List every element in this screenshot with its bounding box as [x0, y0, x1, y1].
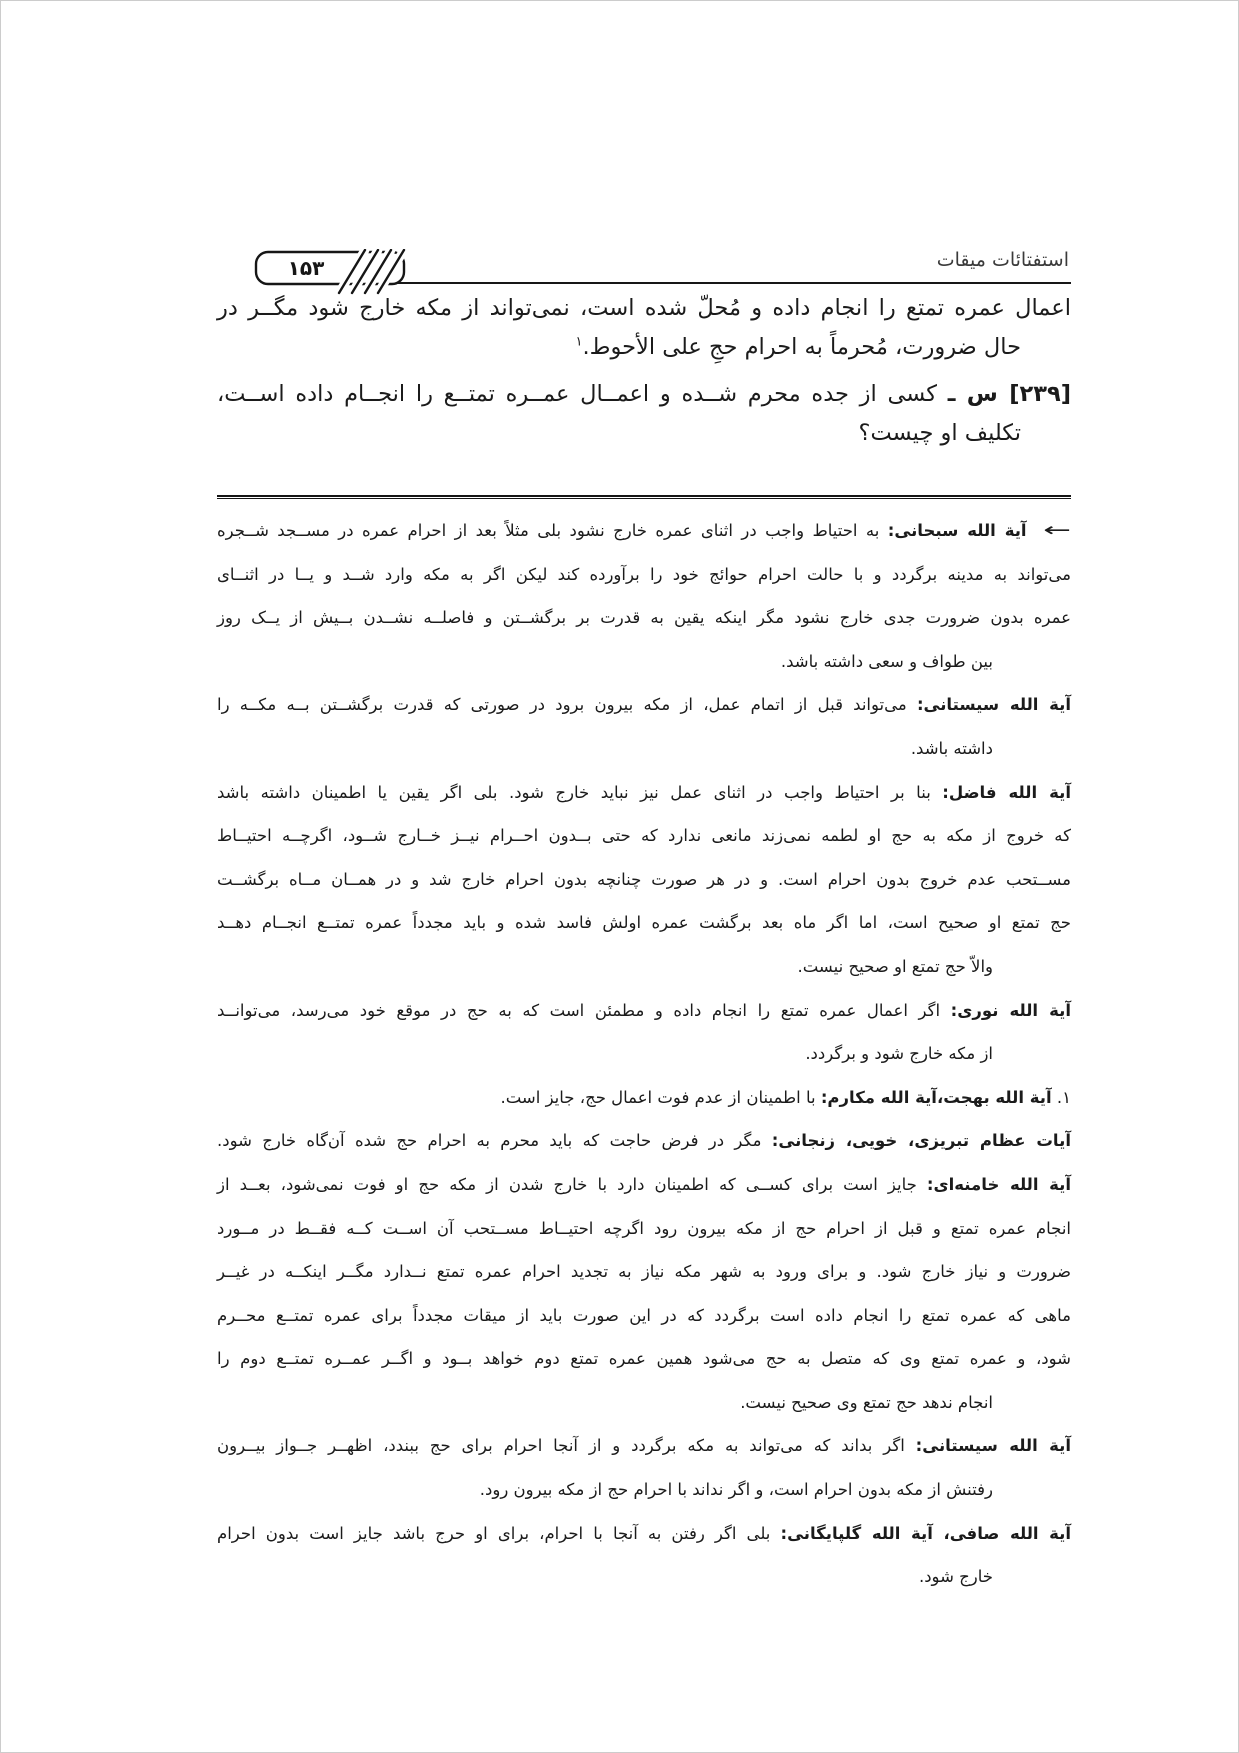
- question-line-2: تکلیف او چیست؟: [858, 420, 1021, 446]
- answer-line-1: اعمال عمره تمتع را انجام داده و مُحلّ شده است، نمی‌تواند از مکه خارج شود مگــر در: [217, 295, 1071, 321]
- question-text: کسی از جده محرم شــده و اعمــال عمــره تمتــع را انجــام داده اســت،: [217, 381, 937, 407]
- footnote-line: مســتحب عدم خروج بدون احرام است. و در هر صورت چنانچه بدون احرام خارج شد و در همــان مــاه برگشــت: [217, 869, 1071, 889]
- footnote-speaker: آیة الله فاضل:: [942, 782, 1071, 802]
- answer-line-2-text: حال ضرورت، مُحرماً به احرام حجِ علی الأحوط.: [582, 334, 1021, 360]
- footnote-line: خارج شود.: [918, 1567, 993, 1587]
- footnote-text: اگر اعمال عمره تمتع را انجام داده و مطمئن است که به حج در موقع خود می‌رسد، می‌توانــد: [217, 1000, 941, 1020]
- footnote-line: انجام ندهد حج تمتع وی صحیح نیست.: [740, 1392, 993, 1412]
- footnote-line: رفتنش از مکه بدون احرام است، و اگر نداند با احرام حج از مکه بیرون رود.: [479, 1480, 993, 1500]
- footnote-line: [217, 509, 1071, 553]
- footnote-reference: ۱: [575, 334, 583, 350]
- continuation-arrow-icon: ←: [1043, 519, 1072, 541]
- header-title: استفتائات میقات: [936, 249, 1069, 271]
- footnote-line: [217, 1163, 1071, 1207]
- footnote-speaker: آیات عظام تبریزی، خویی، زنجانی:: [771, 1131, 1071, 1151]
- footnote-line: [217, 1076, 1071, 1120]
- footnote-text: جایز است برای کســی که اطمینان دارد با خارج شدن از مکه حج او فوت نمی‌شود، بعــد از: [217, 1174, 917, 1194]
- footnote-line: [217, 1119, 1071, 1163]
- footnote-number: ۱.: [1056, 1087, 1071, 1107]
- footnote-line: می‌تواند به مدینه برگردد و با حالت احرام حوائج خود را برآورده کند لیکن اگر به مکه وارد شــد و یــا در اثنــای: [217, 564, 1071, 584]
- footnote-speaker: آیة الله سیستانی:: [916, 695, 1071, 715]
- footnote-line: والاّ حج تمتع او صحیح نیست.: [797, 956, 993, 976]
- footnote-line: انجام عمره تمتع و قبل از احرام حج از مکه بیرون رود اگرچه احتیــاط مســتحب آن اســت کــه فقــط در مــورد: [217, 1218, 1071, 1238]
- footnote-text: بنا بر احتیاط واجب در اثنای عمل نیز نباید خارج شود. بلی اگر یقین یا اطمینان داشته باشد: [217, 782, 931, 802]
- footnote-text: بلی اگر رفتن به آنجا با احرام، برای او حرج باشد جایز است بدون احرام: [217, 1523, 771, 1543]
- footnote-speaker: آیة الله سیستانی:: [915, 1436, 1072, 1456]
- footnote-line: [217, 1512, 1071, 1556]
- question-line-1: [217, 375, 1071, 414]
- answer-line-2: [217, 328, 1071, 367]
- footnote-line: [217, 771, 1071, 815]
- footnote-text: می‌تواند قبل از اتمام عمل، از مکه بیرون برود در صورتی که قدرت برگشــتن بــه مکــه را: [217, 695, 907, 715]
- footnote-divider: [217, 495, 1071, 499]
- footnote-line: بین طواف و سعی داشته باشد.: [780, 651, 993, 671]
- footnote-line: عمره بدون ضرورت جدی خارج نشود مگر اینکه یقین به قدرت بر برگشــتن و فاصلــه نشــدن بــیش از یــک روز: [217, 608, 1071, 628]
- footnote-text: به احتیاط واجب در اثنای عمره خارج نشود بلی مثلاً بعد از احرام عمره در مســجد شــجره: [217, 521, 880, 540]
- footnote-line: از مکه خارج شود و برگردد.: [805, 1044, 993, 1064]
- footnote-line: شود، و عمره تمتع وی که متصل به حج می‌شود همین عمره تمتع دوم خواهد بــود و اگــر عمــره تمتــع دوم را: [217, 1349, 1071, 1369]
- footnote-line: که خروج از مکه به حج او لطمه نمی‌زند مانعی ندارد که حتی بــدون احــرام نیــز خــارج شــود، اگرچــه احتیــاط: [217, 826, 1071, 846]
- footnote-speaker: آیة الله نوری:: [950, 1000, 1071, 1020]
- footnote-speaker: آیة الله سبحانی:: [887, 521, 1027, 540]
- footnote-text: اگر بداند که می‌تواند به مکه برگردد و از آنجا احرام برای حج ببندد، اظهــر جــواز بیــرون: [217, 1436, 905, 1456]
- footnote-line: ضرورت و نیاز خارج شود. و برای ورود به شهر مکه نیاز به تجدید احرام عمره تمتع نــدارد مگــر اینکــه در غیــر: [217, 1262, 1071, 1282]
- footnote-text: مگر در فرض حاجت که باید محرم به احرام حج شده آن‌گاه خارج شود.: [217, 1131, 762, 1151]
- footnote-line: [217, 1424, 1071, 1468]
- footnote-speaker: آیة الله بهجت،آیة الله مکارم:: [820, 1087, 1052, 1107]
- footnote-line: [217, 989, 1071, 1033]
- page-number: ۱۵۳: [287, 256, 325, 280]
- footnote-speaker: آیة الله خامنه‌ای:: [926, 1174, 1071, 1194]
- footnotes-block: [217, 509, 1071, 1599]
- footnote-text: با اطمینان از عدم فوت اعمال حج، جایز است.: [500, 1087, 816, 1107]
- question-number: [۲۳۹] س ـ: [947, 381, 1072, 407]
- footnote-line: ماهی که عمره تمتع را انجام داده است برگردد که در این صورت باید از میقات مجدداً برای عمره تمتــع محــرم: [217, 1305, 1071, 1325]
- footnote-line: [217, 683, 1071, 727]
- footnote-speaker: آیة الله صافی، آیة الله گلپایگانی:: [780, 1523, 1071, 1543]
- main-text: [217, 289, 1071, 453]
- footnote-line: حج تمتع او صحیح است، اما اگر ماه بعد برگشت عمره اولش فاسد شده و باید مجدداً عمره تمتــع انجــام دهــد: [217, 913, 1071, 933]
- footnote-line: داشته باشد.: [910, 738, 993, 758]
